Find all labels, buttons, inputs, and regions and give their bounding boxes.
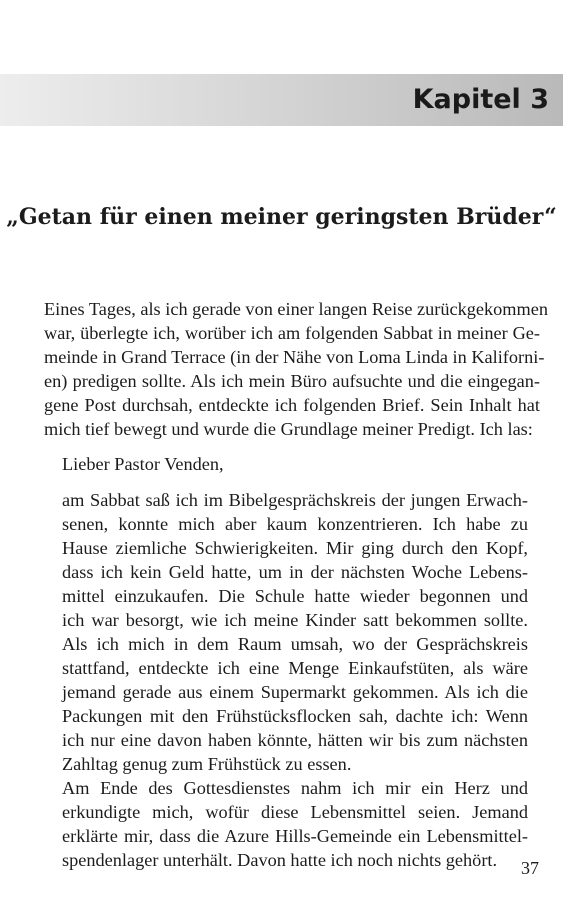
intro-line: en) predigen sollte. Als ich mein Büro aufsuchte und die eingegan-	[44, 371, 540, 391]
letter-line: Packungen mit den Frühstücksflocken sah, dachte ich: Wenn	[62, 706, 528, 726]
chapter-heading: „Getan für einen meiner geringsten Brüder“	[6, 204, 557, 230]
letter-line: dass ich kein Geld hatte, um in der nächsten Woche Lebens-	[62, 562, 528, 582]
letter-line: erklärte mir, dass die Azure Hills-Gemeinde ein Lebensmittel-	[62, 826, 528, 846]
chapter-label: Kapitel 3	[412, 84, 549, 115]
letter-line: Als ich mich in dem Raum umsah, wo der Gesprächskreis	[62, 634, 528, 654]
letter-line: erkundigte mich, wofür diese Lebensmittel seien. Jemand	[62, 802, 528, 822]
letter-line: am Sabbat saß ich im Bibelgesprächskreis der jungen Erwach-	[62, 490, 528, 510]
letter-line: spendenlager unterhält. Davon hatte ich noch nichts gehört.	[62, 850, 498, 870]
intro-line: Eines Tages, als ich gerade von einer langen Reise zurückgekommen	[44, 299, 548, 319]
letter-salutation: Lieber Pastor Venden,	[62, 454, 224, 474]
letter-line: Zahltag genug zum Frühstück zu essen.	[62, 754, 352, 774]
intro-line: gene Post durchsah, entdeckte ich folgenden Brief. Sein Inhalt hat	[44, 395, 540, 415]
letter-line: Hause ziemliche Schwierigkeiten. Mir ging durch den Kopf,	[62, 538, 528, 558]
intro-line: war, überlegte ich, worüber ich am folgenden Sabbat in meiner Ge-	[44, 323, 540, 343]
intro-line: mich tief bewegt und wurde die Grundlage meiner Predigt. Ich las:	[44, 419, 533, 439]
letter-line: ich war besorgt, wie ich meine Kinder satt bekommen sollte.	[62, 610, 528, 630]
letter-line: jemand gerade aus einem Supermarkt gekommen. Als ich die	[62, 682, 528, 702]
letter-line: stattfand, entdeckte ich eine Menge Einkaufstüten, als wäre	[62, 658, 528, 678]
page-number: 37	[521, 858, 539, 878]
letter-line: mittel einzukaufen. Die Schule hatte wieder begonnen und	[62, 586, 528, 606]
letter-line: senen, konnte mich aber kaum konzentrieren. Ich habe zu	[62, 514, 528, 534]
intro-line: meinde in Grand Terrace (in der Nähe von Loma Linda in Kaliforni-	[44, 347, 545, 367]
letter-line: ich nur eine davon haben könnte, hätten wir bis zum nächsten	[62, 730, 528, 750]
letter-line: Am Ende des Gottesdienstes nahm ich mir ein Herz und	[62, 778, 528, 798]
